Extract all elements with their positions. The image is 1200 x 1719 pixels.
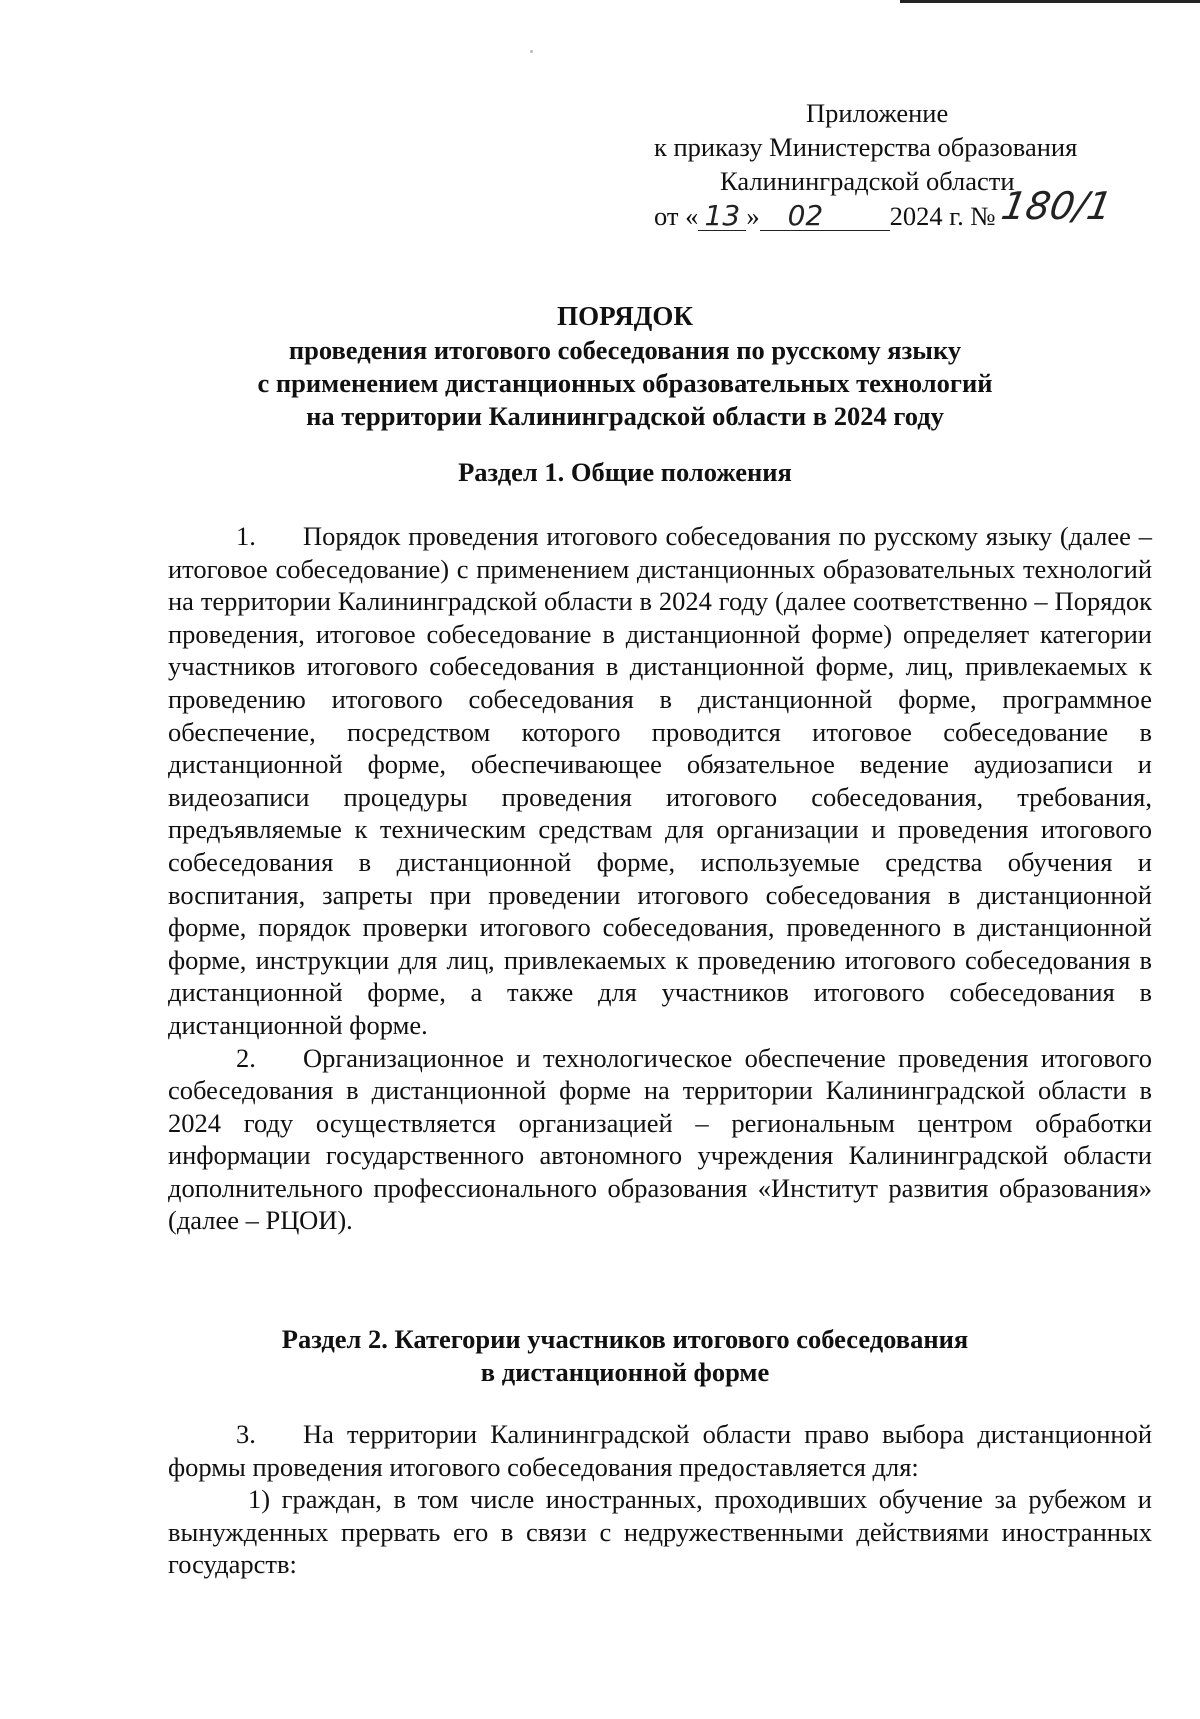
section-1-heading: Раздел 1. Общие положения [458,457,792,487]
date-mid: » [746,201,760,231]
paragraph-number: 3. [236,1419,256,1449]
section-2-heading-line-2: в дистанционной форме [480,1357,770,1387]
paragraph-1 [168,520,1152,1042]
paragraph-text: Организационное и технологическое обеспечение проведения итогового собеседования в дистанционной форме на территории Калининградской области в 2024 году осуществляется организацией – региональным центром обработки информации государственного автономного учреждения Калининградской области дополнительного профессионального образования «Институт развития образования» (далее – РЦОИ). [168,1042,1152,1236]
handwritten-day: 13 [698,202,746,231]
approval-line-region: Калининградской области [720,166,1015,196]
paragraph-text: На территории Калининградской области право выбора дистанционной формы проведения итогового собеседования предоставляется для: [168,1419,1152,1482]
handwritten-order-number: 180/1 [998,184,1116,228]
date-prefix: от « [654,201,699,231]
section-2-body [168,1418,1152,1581]
section-2-heading-line-1: Раздел 2. Категории участников итогового собеседования [281,1324,969,1354]
approval-stamp-block [654,96,1174,233]
title-line-2: проведения итогового собеседования по русскому языку [288,335,962,365]
date-year: 2024 г. № [889,201,996,231]
paragraph-3 [168,1418,1152,1483]
document-title [0,300,1200,433]
paragraph-number: 1. [236,521,256,551]
paragraph-2 [168,1042,1152,1238]
page-edge-line [900,0,1200,3]
title-line-3: с применением дистанционных образовательных технологий [257,368,993,398]
list-item-1: 1) граждан, в том числе иностранных, проходивших обучение за рубежом и вынужденных прервать его в связи с недружественными действиями иностранных государств: [168,1484,1152,1580]
title-line-4: на территории Калининградской области в 2024 году [306,401,944,431]
title-main: ПОРЯДОК [557,301,693,331]
handwritten-month: 02 [760,202,890,231]
approval-line-date [654,184,1174,233]
section-1-body [168,520,1152,1237]
paragraph-text: Порядок проведения итогового собеседования по русскому языку (далее – итоговое собеседование) с применением дистанционных образовательных технологий на территории Калининградской области в 2024 году (далее соответственно – Порядок проведения, итоговое собеседование в дистанционной форме) определяет категории участников итогового собеседования в дистанционной форме, лиц, привлекаемых к проведению итогового собеседования в дистанционной форме, программное обеспечение, посредством которого проводится итоговое собеседование в дистанционной форме, обеспечивающее обязательное ведение аудиозаписи и видеозаписи процедуры проведения итогового собеседования, требования, предъявляемые к техническим средствам для организации и проведения итогового собеседования в дистанционной форме, используемые средства обучения и воспитания, запреты при проведении итогового собеседования в дистанционной форме, порядок проверки итогового собеседования, проведенного в дистанционной форме, инструкции для лиц, привлекаемых к проведению итогового собеседования в дистанционной форме, а также для участников итогового собеседования в дистанционной форме. [168,521,1152,1040]
approval-line-order: к приказу Министерства образования [654,132,1078,162]
paragraph-number: 2. [236,1042,256,1073]
approval-line-appendix: Приложение [806,98,949,128]
section-2-heading [0,1323,1200,1389]
scan-speck [530,50,533,53]
